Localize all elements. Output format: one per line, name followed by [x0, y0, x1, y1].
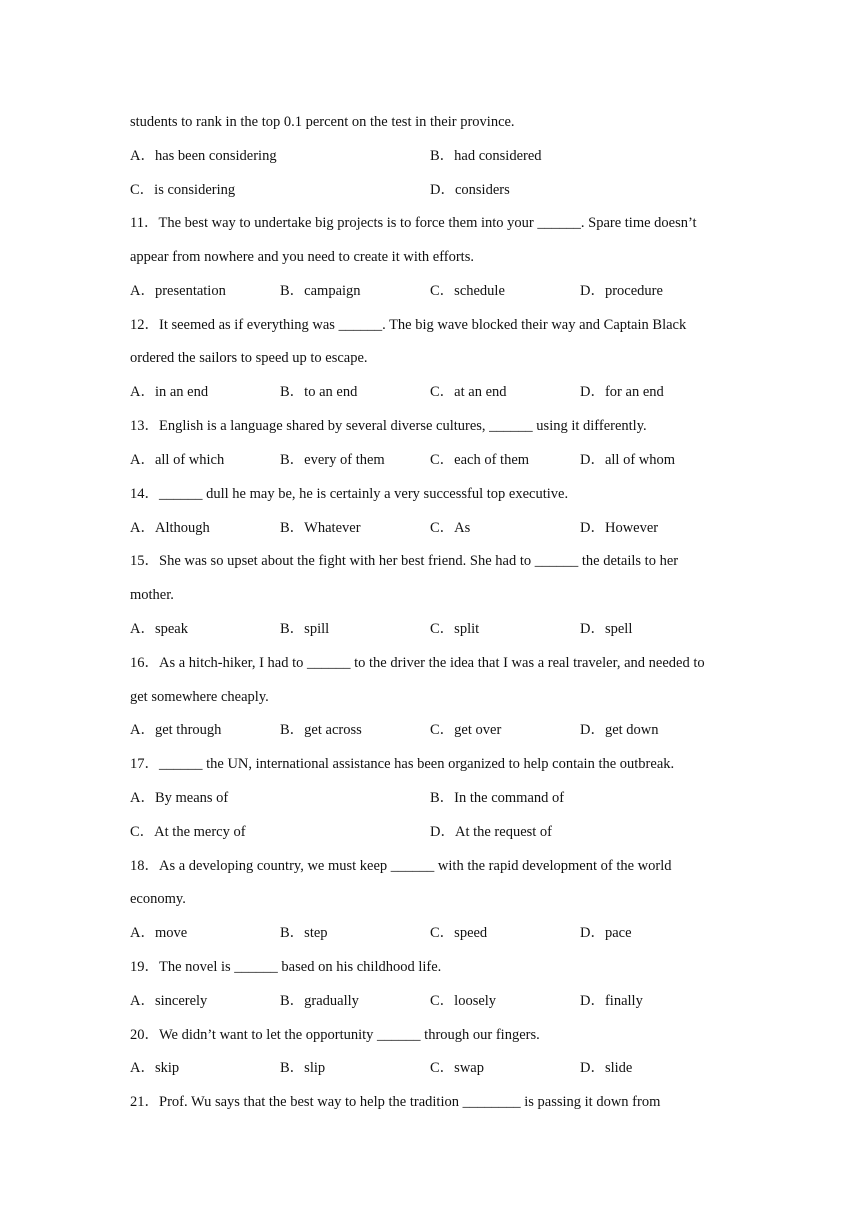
question-14-option-c: C．As [430, 520, 471, 536]
question-20-option-c: C．swap [430, 1060, 484, 1076]
question-20-option-d: D．slide [580, 1060, 633, 1076]
question-19-option-d: D．finally [580, 993, 643, 1009]
question-19-option-a: A．sincerely [130, 993, 208, 1009]
question-21-text-line-1: 21．Prof. Wu says that the best way to help the tradition ________ is passing it down from [130, 1094, 661, 1110]
question-16-text-line-1: 16．As a hitch-hiker, I had to ______ to the driver the idea that I was a real traveler, and needed to [130, 655, 705, 671]
question-13-option-b: B．every of them [280, 452, 385, 468]
question-19-text-line-1: 19．The novel is ______ based on his childhood life. [130, 959, 442, 975]
question-11-option-b: B．campaign [280, 283, 361, 299]
question-15-text-line-1: 15．She was so upset about the fight with her best friend. She had to ______ the details to her [130, 553, 679, 569]
question-16-text-line-2: get somewhere cheaply. [130, 689, 269, 705]
question-18-option-c: C．speed [430, 925, 488, 941]
question-18-text-line-1: 18．As a developing country, we must keep ______ with the rapid development of the world [130, 858, 672, 874]
question-16-option-a: A．get through [130, 722, 222, 738]
question-13-option-a: A．all of which [130, 452, 225, 468]
question-14-option-a: A．Although [130, 520, 210, 536]
question-10-option-a: A．has been considering [130, 148, 277, 164]
question-20-option-b: B．slip [280, 1060, 326, 1076]
question-20-text-line-1: 20．We didn’t want to let the opportunity ______ through our fingers. [130, 1027, 540, 1043]
question-12-text-line-1: 12．It seemed as if everything was ______. The big wave blocked their way and Captain Black [130, 317, 687, 333]
question-11-option-d: D．procedure [580, 283, 663, 299]
question-18-option-a: A．move [130, 925, 188, 941]
question-12-option-a: A．in an end [130, 384, 209, 400]
question-18-option-d: D．pace [580, 925, 632, 941]
question-15-text-line-2: mother. [130, 587, 174, 603]
question-16-option-b: B．get across [280, 722, 362, 738]
question-17-option-b: B．In the command of [430, 790, 565, 806]
question-19-option-c: C．loosely [430, 993, 497, 1009]
question-10-option-c: C．is considering [130, 182, 236, 198]
question-11-option-c: C．schedule [430, 283, 505, 299]
question-17-option-c: C．At the mercy of [130, 824, 246, 840]
question-18-option-b: B．step [280, 925, 328, 941]
question-14-option-b: B．Whatever [280, 520, 361, 536]
question-19-option-b: B．gradually [280, 993, 359, 1009]
question-10-option-b: B．had considered [430, 148, 542, 164]
question-12-option-b: B．to an end [280, 384, 358, 400]
question-16-option-d: D．get down [580, 722, 659, 738]
question-12-text-line-2: ordered the sailors to speed up to escape. [130, 350, 368, 366]
question-15-option-b: B．spill [280, 621, 330, 637]
question-11-text-line-1: 11．The best way to undertake big projects is to force them into your ______. Spare time doesn’t [130, 215, 697, 231]
question-15-option-c: C．split [430, 621, 480, 637]
question-15-option-a: A．speak [130, 621, 188, 637]
question-17-option-a: A．By means of [130, 790, 229, 806]
question-14-text-line-1: 14．______ dull he may be, he is certainly a very successful top executive. [130, 486, 569, 502]
question-13-option-c: C．each of them [430, 452, 530, 468]
question-11-text-line-2: appear from nowhere and you need to create it with efforts. [130, 249, 474, 265]
question-16-option-c: C．get over [430, 722, 502, 738]
question-10-option-d: D．considers [430, 182, 510, 198]
question-20-option-a: A．skip [130, 1060, 180, 1076]
question-14-option-d: D．However [580, 520, 659, 536]
question-18-text-line-2: economy. [130, 891, 186, 907]
question-10-text-line: students to rank in the top 0.1 percent on the test in their province. [130, 114, 515, 130]
question-11-option-a: A．presentation [130, 283, 226, 299]
question-17-option-d: D．At the request of [430, 824, 553, 840]
question-13-text-line-1: 13．English is a language shared by several diverse cultures, ______ using it differently. [130, 418, 647, 434]
question-12-option-c: C．at an end [430, 384, 507, 400]
question-17-text-line-1: 17．______ the UN, international assistance has been organized to help contain the outbreak. [130, 756, 675, 772]
question-15-option-d: D．spell [580, 621, 633, 637]
question-12-option-d: D．for an end [580, 384, 664, 400]
question-13-option-d: D．all of whom [580, 452, 676, 468]
